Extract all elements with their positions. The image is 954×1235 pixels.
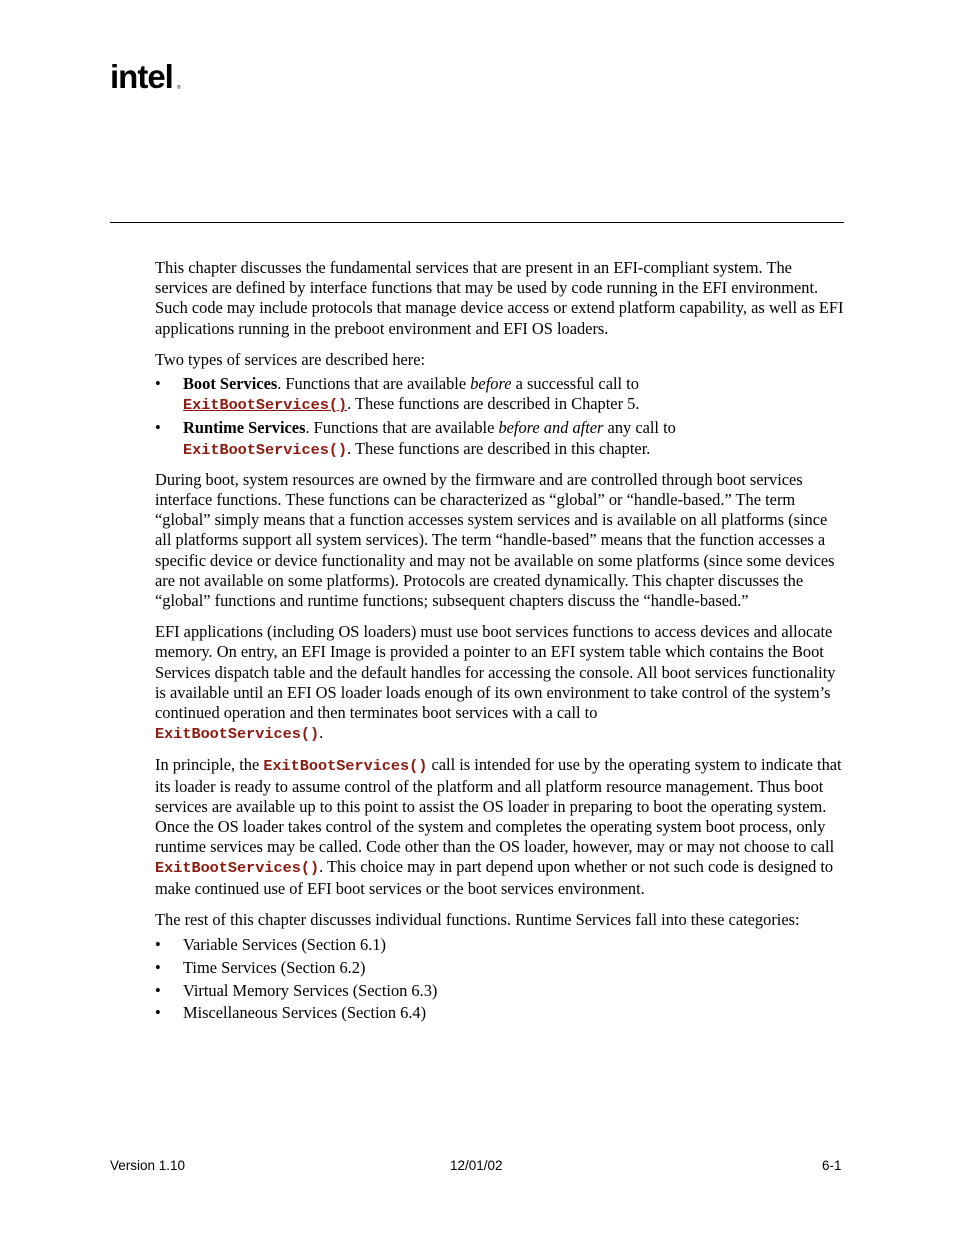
two-types-paragraph: Two types of services are described here: [155, 349, 426, 369]
categories-list [155, 935, 845, 1024]
list-item: • Time Services (Section 6.2) [155, 957, 366, 977]
efi-applications-paragraph: EFI applications (including OS loaders) must use boot services functions to access devices and allocate memory. On entry, an EFI Image is provided a pointer to an EFI system table which contains the Boot Services dispatch table and the default handles for accessing the console. All boot services functionality is available until an EFI OS loader loads enough of its own environment to take control of the system’s continued operation and then terminates boot services with a call to ExitBootServices(). [155, 622, 836, 744]
header-rule [110, 222, 844, 223]
bullet-icon: • [155, 374, 161, 394]
intel-logo-icon [108, 58, 184, 100]
list-item: • Variable Services (Section 6.1) [155, 935, 386, 955]
intro-paragraph: This chapter discusses the fundamental services that are present in an EFI-compliant system. The services are defined by interface functions that may be used by code running in the EFI environment. Such code may include protocols that manage device access or extend platform capability, as well as EFI applications running in the preboot environment and EFI OS loaders. [155, 258, 844, 338]
exitbootservices-link[interactable]: ExitBootServices() [183, 396, 348, 415]
service-name: Boot Services [183, 374, 278, 394]
registered-mark: ® [177, 85, 181, 91]
intel-logo [108, 58, 184, 105]
footer-version: Version 1.10 [110, 1158, 186, 1173]
service-types-list [155, 374, 845, 460]
exitbootservices-code: ExitBootServices() [155, 725, 320, 744]
exitbootservices-code: ExitBootServices() [183, 440, 348, 459]
exitbootservices-code: ExitBootServices() [263, 757, 428, 776]
bullet-icon: • [155, 957, 161, 977]
service-name: Runtime Services [183, 418, 306, 438]
footer-date: 12/01/02 [450, 1158, 503, 1173]
principle-paragraph: In principle, the ExitBootServices() call is intended for use by the operating system to indicate that its loader is ready to assume control of the platform and all platform resource management. Thus boot services are available up to this point to assist the OS loader in preparing to boot the operating system. Once the OS loader takes control of the system and completes the operating system boot process, only runtime services may be called. Code other than the OS loader, however, may or may not choose to call ExitBootServices(). This choice may in part depend upon whether or not such code is designed to make continued use of EFI boot services or the boot services environment. [155, 755, 842, 898]
footer-page-number: 6-1 [822, 1158, 842, 1173]
bullet-icon: • [155, 980, 161, 1000]
list-item-boot-services: • Boot Services. Functions that are available before a successful call to ExitBootServices(). These functions are described in Chapter 5. [155, 374, 640, 415]
list-item-runtime-services: • Runtime Services. Functions that are available before and after any call to ExitBootServices(). These functions are described in this chapter. [155, 418, 676, 459]
list-item: • Miscellaneous Services (Section 6.4) [155, 1003, 427, 1023]
intel-logo-text: intel [110, 58, 173, 95]
during-boot-paragraph: During boot, system resources are owned by the firmware and are controlled through boot services interface functions. These functions can be characterized as “global” or “handle-based.” The term “global” simply means that a function accesses system services and is available on all platforms (since all platforms support all system services). The term “handle-based” means that the function accesses a specific device or device functionality and may not be available on some platforms (since some devices are not available on some platforms). Protocols are created dynamically. This chapter discusses the “global” functions and runtime functions; subsequent chapters discuss the “handle-based.” [155, 469, 835, 611]
list-item: • Virtual Memory Services (Section 6.3) [155, 980, 438, 1000]
bullet-icon: • [155, 418, 161, 438]
rest-paragraph: The rest of this chapter discusses individual functions. Runtime Services fall into these categories: [155, 909, 800, 929]
exitbootservices-code: ExitBootServices() [155, 859, 320, 878]
bullet-icon: • [155, 935, 161, 955]
chapter-body [155, 258, 845, 1034]
bullet-icon: • [155, 1003, 161, 1023]
